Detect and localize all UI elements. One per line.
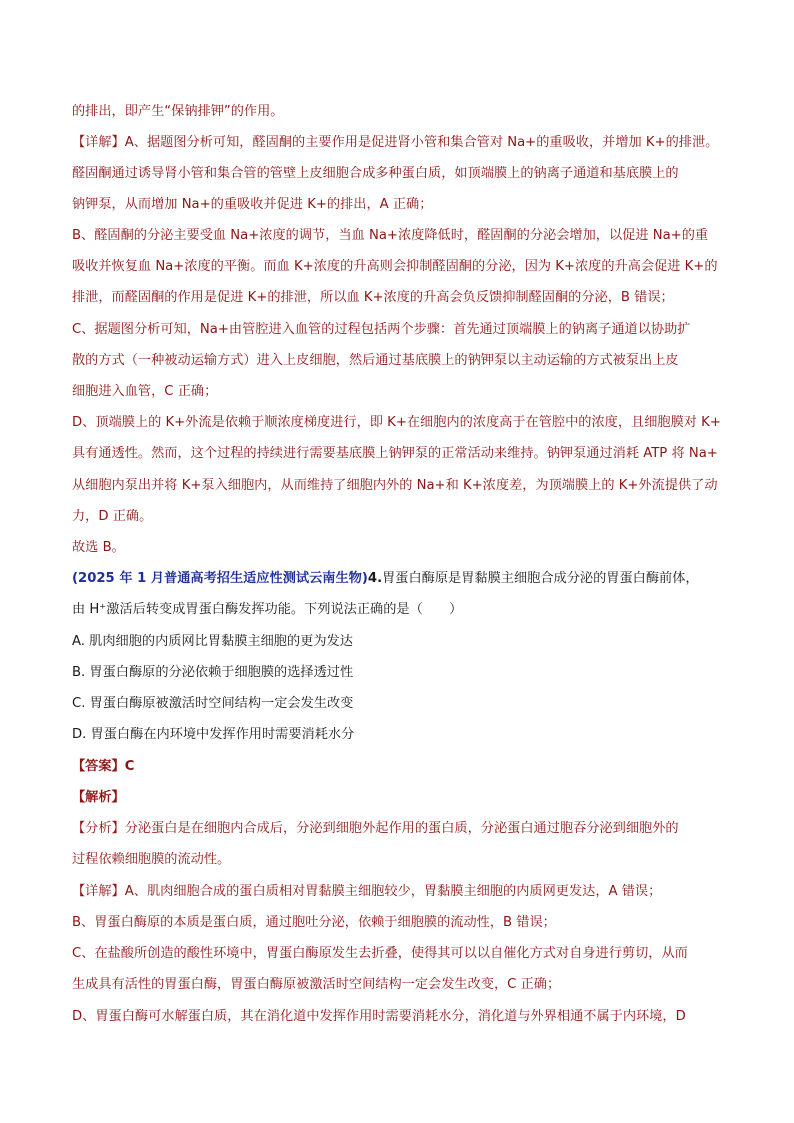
option-a: A. 肌肉细胞的内质网比胃黏膜主细胞的更为发达 [72, 634, 353, 649]
option-c: C. 胃蛋白酶原被激活时空间结构一定会发生改变 [72, 696, 354, 711]
text-line: 细胞进入血管，C 正确； [72, 384, 218, 399]
analysis-line: 过程依赖细胞膜的流动性。 [72, 852, 231, 867]
question-stem: 胃蛋白酶原是胃黏膜主细胞合成分泌的胃蛋白酶前体， [382, 571, 699, 586]
text-line: 醛固酮通过诱导肾小管和集合管的管壁上皮细胞合成多种蛋白质，如顶端膜上的钠离子通道和基底膜上的 [72, 166, 679, 181]
text-line: 【详解】A、据题图分析可知，醛固酮的主要作用是促进肾小管和集合管对 Na+的重吸收，并增加 K+的排泄。 [72, 135, 719, 150]
option-d: D. 胃蛋白酶在内环境中发挥作用时需要消耗水分 [72, 727, 355, 742]
text-line: D、顶端膜上的 K+外流是依赖于顺浓度梯度进行，即 K+在细胞内的浓度高于在管腔中的浓度，且细胞膜对 K+ [72, 415, 721, 430]
question-stem-line: 由 H⁺激活后转变成胃蛋白酶发挥功能。下列说法正确的是（ ） [72, 602, 463, 617]
question-source: (2025 年 1 月普通高考招生适应性测试云南生物) [72, 571, 368, 586]
text-line: 散的方式（一种被动运输方式）进入上皮细胞，然后通过基底膜上的钠钾泵以主动运输的方式被泵出上皮 [72, 353, 679, 368]
text-line: 吸收并恢复血 Na+浓度的平衡。而血 K+浓度的升高则会抑制醛固酮的分泌，因为 K+浓度的升高会促进 K+的 [72, 259, 718, 274]
text-line: 具有通透性。然而，这个过程的持续进行需要基底膜上钠钾泵的正常活动来维持。钠钾泵通过消耗 ATP 将 Na+ [72, 446, 718, 461]
text-line: 排泄，而醛固酮的作用是促进 K+的排泄，所以血 K+浓度的升高会负反馈抑制醛固酮的分泌，B 错误； [72, 290, 674, 305]
analysis-line: B、胃蛋白酶原的本质是蛋白质，通过胞吐分泌，依赖于细胞膜的流动性，B 错误； [72, 915, 556, 930]
question-header [72, 569, 699, 589]
text-line: C、据题图分析可知，Na+由管腔进入血管的过程包括两个步骤：首先通过顶端膜上的钠离子通道以协助扩 [72, 322, 691, 337]
question-number: 4. [367, 571, 383, 586]
text-line: 钠钾泵，从而增加 Na+的重吸收并促进 K+的排出，A 正确； [72, 197, 433, 212]
text-line: 故选 B。 [72, 540, 125, 555]
text-line: 的排出，即产生“保钠排钾”的作用。 [72, 104, 284, 119]
analysis-line: 【分析】分泌蛋白是在细胞内合成后，分泌到细胞外起作用的蛋白质，分泌蛋白通过胞吞分泌到细胞外的 [72, 821, 679, 836]
analysis-line: D、胃蛋白酶可水解蛋白质，其在消化道中发挥作用时需要消耗水分，消化道与外界相通不属于内环境，D [72, 1009, 686, 1024]
text-line: B、醛固酮的分泌主要受血 Na+浓度的调节，当血 Na+浓度降低时，醛固酮的分泌会增加，以促进 Na+的重 [72, 228, 709, 243]
text-line: 从细胞内泵出并将 K+泵入细胞内，从而维持了细胞内外的 Na+和 K+浓度差，为顶端膜上的 K+外流提供了动 [72, 478, 718, 493]
analysis-line: C、在盐酸所创造的酸性环境中，胃蛋白酶原发生去折叠，使得其可以以自催化方式对自身进行剪切，从而 [72, 946, 688, 961]
analysis-header: 【解析】 [72, 790, 125, 805]
answer-line: 【答案】C [72, 759, 135, 774]
text-line: 力，D 正确。 [72, 509, 153, 524]
option-b: B. 胃蛋白酶原的分泌依赖于细胞膜的选择透过性 [72, 665, 354, 680]
analysis-line: 【详解】A、肌肉细胞合成的蛋白质相对胃黏膜主细胞较少，胃黏膜主细胞的内质网更发达，A 错误； [72, 884, 662, 899]
analysis-line: 生成具有活性的胃蛋白酶，胃蛋白酶原被激活时空间结构一定会发生改变，C 正确； [72, 977, 561, 992]
